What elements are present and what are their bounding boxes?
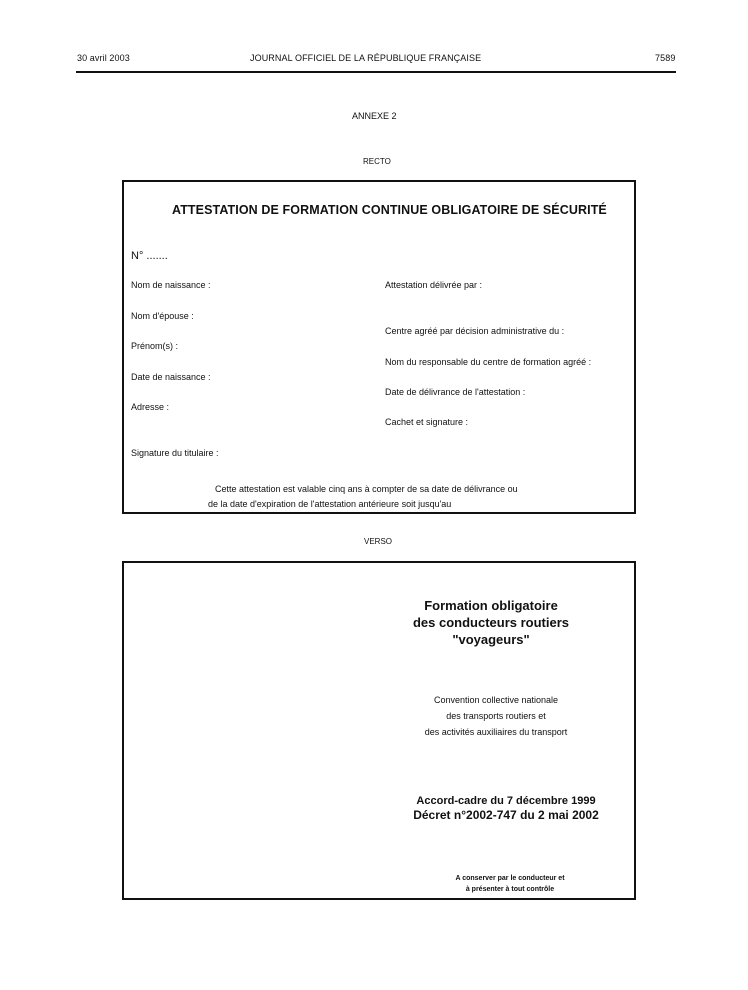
field-nom-naissance: Nom de naissance : [131, 280, 211, 290]
field-nom-responsable: Nom du responsable du centre de formation agréé : [385, 357, 592, 367]
header-page-number: 7589 [655, 53, 676, 63]
attestation-number: N° ....... [131, 250, 168, 262]
field-date-delivrance: Date de délivrance de l'attestation : [385, 387, 526, 397]
header-rule [76, 71, 676, 73]
convention-line-1: Convention collective nationale [433, 695, 559, 705]
header-journal-title: JOURNAL OFFICIEL DE LA RÉPUBLIQUE FRANÇAISE [250, 53, 482, 63]
verso-title-line-1: Formation obligatoire [424, 598, 558, 613]
field-cachet-signature: Cachet et signature : [385, 417, 469, 427]
convention-line-2: des transports routiers et [446, 711, 546, 721]
recto-label: RECTO [363, 157, 391, 166]
field-signature-titulaire: Signature du titulaire : [131, 448, 219, 458]
verso-title-line-3: "voyageurs" [452, 632, 530, 647]
field-delivree-par: Attestation délivrée par : [385, 280, 483, 290]
field-adresse: Adresse : [131, 402, 170, 412]
note-line-2: à présenter à tout contrôle [465, 886, 555, 893]
field-nom-epouse: Nom d'épouse : [131, 311, 194, 321]
note-line-1: A conserver par le conducteur et [455, 875, 565, 882]
header-date: 30 avril 2003 [77, 53, 130, 63]
accord-cadre: Accord-cadre du 7 décembre 1999 [416, 795, 596, 807]
recto-title: ATTESTATION DE FORMATION CONTINUE OBLIGATOIRE DE SÉCURITÉ [172, 203, 607, 217]
field-date-naissance: Date de naissance : [131, 372, 211, 382]
field-prenoms: Prénom(s) : [131, 341, 179, 351]
field-centre-agree: Centre agréé par décision administrative du : [385, 326, 565, 336]
decret: Décret n°2002-747 du 2 mai 2002 [413, 808, 599, 822]
validity-line-2: de la date d'expiration de l'attestation antérieure soit jusqu'au [208, 499, 452, 509]
convention-line-3: des activités auxiliaires du transport [424, 727, 568, 737]
verso-label: VERSO [364, 537, 393, 546]
validity-line-1: Cette attestation est valable cinq ans à compter de sa date de délivrance ou [215, 484, 518, 494]
recto-card [122, 180, 636, 514]
verso-title-line-2: des conducteurs routiers [412, 615, 570, 630]
annexe-label: ANNEXE 2 [352, 111, 397, 121]
